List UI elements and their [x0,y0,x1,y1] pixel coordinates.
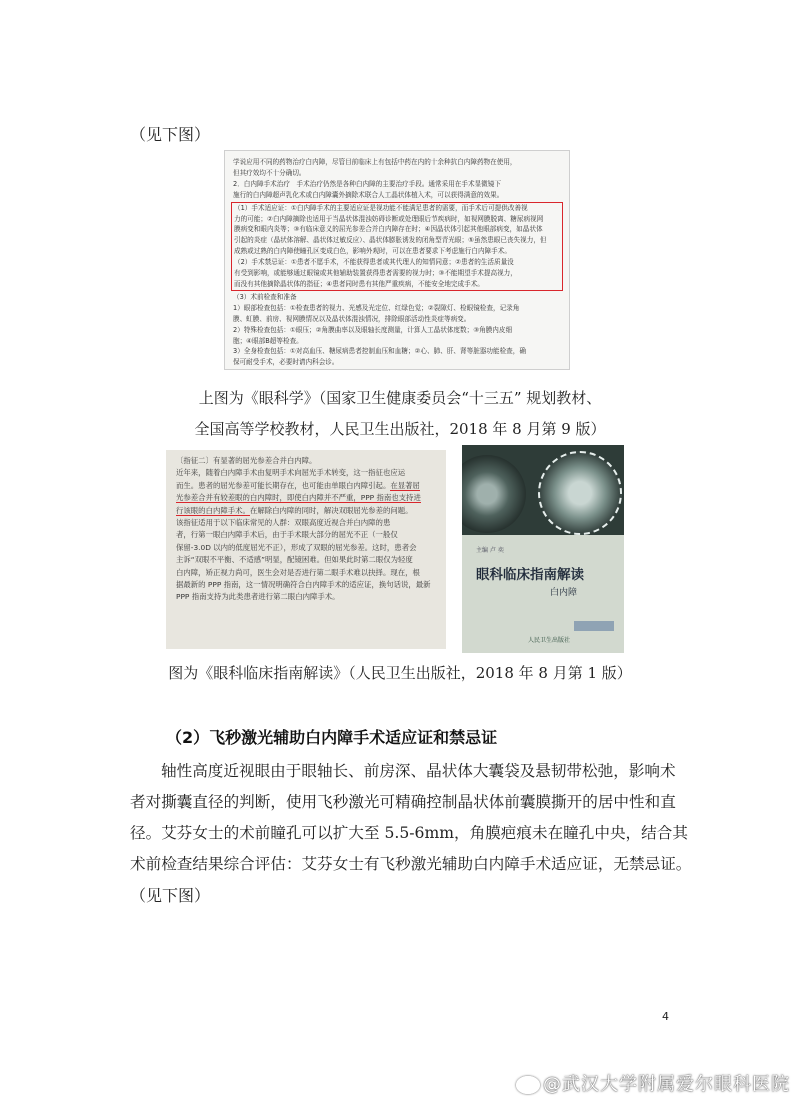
scan-line: 该指征适用于以下临床常见的人群：双眼高度近视合并白内障的患 [176,518,391,528]
book-author: 主编 卢 奕 [476,547,504,554]
scan-line: PPP 指南支持为此类患者进行第二眼白内障手术。 [176,592,340,602]
scan-line [176,492,436,504]
scan-line: 〔指征二〕有显著的屈光参差合并白内障。 [176,456,317,465]
red-underline: 光参差合并有较差眼的白内障时，即使白内障并不严重，PPP 指南也支持进 [176,493,421,503]
scan-line: 成熟或过熟的白内障使瞳孔区变成白色，影响外观时，可以在患者要求下考虑施行白内障手术。 [234,247,511,256]
scan-line: 2）特殊检查包括：①眼压；②角膜曲率以及眼轴长度测量，计算人工晶状体度数；③角膜内皮细 [233,325,513,334]
scan-line: 保留-3.0D 以内的低度屈光不正），形成了双眼的屈光参差。这时，患者会 [176,542,417,552]
paragraph-line: 径。艾芬女士的术前瞳孔可以扩大至 5.5-6mm，角膜疤痕未在瞳孔中央，结合其 [130,824,688,842]
paragraph-line: 术前检查结果综合评估：艾芬女士有飞秒激光辅助白内障手术适应证，无禁忌证。 [130,855,692,873]
body-paragraph [130,756,692,880]
scan-line: 有受到影响，或能够通过眼镜或其他辅助装置获得患者需要的视力时；③不能期望手术提高视力， [234,269,517,278]
scan-line: 但其疗效均不十分确切。 [233,168,306,177]
textbook-scan-figure [224,150,570,370]
paragraph-line: 轴性高度近视眼由于眼轴长、前房深、晶状体大囊袋及悬韧带松弛，影响术 [161,762,676,780]
scan-line: 力的可能；②白内障摘除也适用于当晶状体混浊妨碍诊断或处理眼后节疾病时，如视网膜脱离、糖尿病视网 [234,214,544,223]
caption-line-1: 上图为《眼科学》（国家卫生健康委员会“十三五” 规划教材、 [198,389,602,407]
scan-line: 主诉“双眼不平衡、不适感”明显，配镜困难。但如果此时第二眼仅为轻度 [176,555,413,565]
paragraph-line: 者对撕囊直径的判断，使用飞秒激光可精确控制晶状体前囊膜撕开的居中性和直 [130,793,676,811]
guideline-scan-figure [166,450,446,649]
weibo-icon [516,1076,540,1094]
caption-figure-2: 图为《眼科临床指南解读》（人民卫生出版社，2018 年 8 月第 1 版） [168,664,632,682]
scan-line: （1）手术适应证：①白内障手术的主要适应证是视功能不能满足患者的需要，而手术后可提供改善视 [234,203,528,212]
scan-line: 而没有其他摘除晶状体的指征；④患者同时患有其他严重疾病，不能安全地完成手术。 [234,279,484,288]
scan-line: （3）术前检查和准备 [233,292,297,301]
see-below-note-2: （见下图） [130,886,211,905]
red-highlight-box [231,202,563,291]
scan-line: 白内障，矫正视力尚可，医生会对是否进行第二眼手术难以抉择。现在，根 [176,567,420,577]
scan-line: 胞；④眼部B超等检查。 [233,336,303,345]
book-subtitle: 白内障 [550,588,578,598]
scan-line: 者，行第一眼白内障手术后，由于手术眼大部分的屈光不正（一般仅 [176,530,398,540]
see-below-note: （见下图） [130,125,211,144]
eye-photo [462,445,624,535]
book-publisher: 人民卫生出版社 [528,637,571,644]
scan-line: 近年来，随着白内障手术由复明手术向屈光手术转变，这一指征也应运 [176,468,406,478]
scan-line: 1）眼部检查包括：①检查患者的视力、光感及光定位、红绿色觉；②裂隙灯、检眼镜检查，记录角 [233,303,520,312]
red-underline: 在显著屈 [390,480,420,490]
book-title: 眼科临床指南解读 [476,567,584,583]
eye-image-right [538,451,622,535]
figure-text-after [233,292,561,368]
scan-line: 行该眼的白内障手术。在解除白内障的同时，解决双眼屈光参差的问题。 [176,505,413,515]
scan-line: 膜、虹膜、前房、视网膜情况以及晶状体混浊情况，排除眼部活动性炎症等病变。 [233,314,471,323]
scan-line: 引起的炎症（晶状体溶解、晶状体过敏反应）、晶状体膨胀诱发的闭角型青光眼；⑤虽然患眼已丧失视力，但 [234,236,547,245]
scan-line: 保可耐受手术，必要时请内科会诊。 [233,358,339,367]
eye-image-left [462,455,526,533]
scan-line: 3）全身检查包括：①对高血压、糖尿病患者控制血压和血糖；②心、肺、肝、肾等脏器功能检查，确 [233,347,526,356]
scan-line: 2．白内障手术治疗 手术治疗仍然是各种白内障的主要治疗手段。通常采用在手术显微镜下 [233,179,501,188]
caption-line-2: 全国高等学校教材，人民卫生出版社，2018 年 8 月第 9 版） [194,420,606,438]
page-number: 4 [662,1010,669,1023]
scan-line: 膜病变和眼内炎等；③有临床意义的屈光参差合并白内障存在时；④因晶状体引起其他眼部病变，如晶状体 [234,225,543,234]
scan-line: 而生。患者的屈光参差可能长期存在，也可能由单眼白内障引起。在显著屈 [176,480,420,490]
scan-line: 学说应用不同的药物治疗白内障，尽管目前临床上有包括中药在内的十余种抗白内障药物在使用， [233,158,517,166]
weibo-watermark: @武汉大学附属爱尔眼科医院 [516,1070,790,1096]
scan-line: 据最新的 PPP 指南，这一情况明确符合白内障手术的适应证，换句话说，最新 [176,580,431,590]
scan-line: （2）手术禁忌证：①患者不愿手术，不能获得患者或其代理人的知情同意；②患者的生活质量没 [234,258,514,267]
figure-text-before [233,157,561,201]
section-heading: （2）飞秒激光辅助白内障手术适应证和禁忌证 [166,728,498,747]
scan-line: 施行的白内障超声乳化术或白内障囊外摘除术联合人工晶状体植入术，可以获得满意的效果。 [233,190,504,199]
red-underline: 行该眼的白内障手术。 [176,505,250,515]
cover-badge [574,621,614,631]
book-cover-figure [462,445,624,653]
